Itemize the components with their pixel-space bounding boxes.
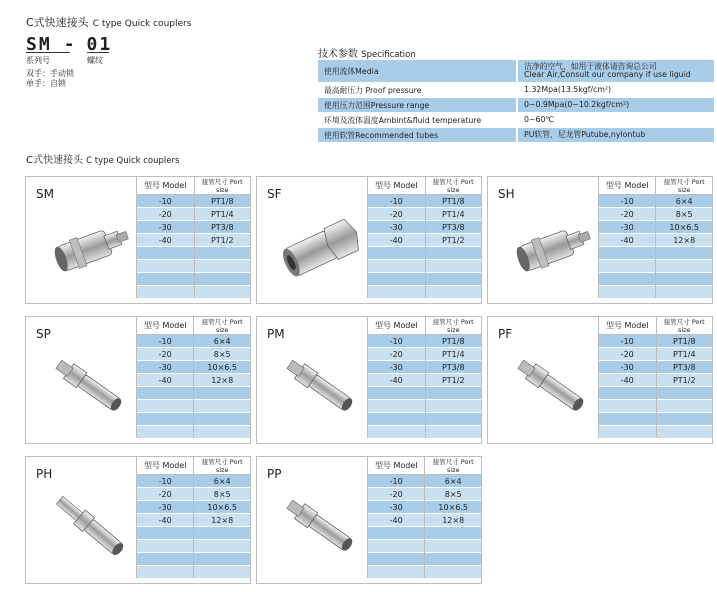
spec-row-tubes (318, 128, 714, 143)
cell-model: -40 (368, 514, 425, 527)
header-port-size: 接管尺寸 Port size (194, 457, 250, 475)
cell-model (368, 400, 426, 413)
table-row (137, 413, 251, 426)
cell-model (599, 260, 656, 273)
header-model: 型号 Model (368, 177, 426, 195)
cell-model (368, 527, 425, 540)
product-photo (271, 485, 375, 575)
table-row (368, 387, 482, 400)
cell-model (599, 247, 656, 260)
section-title (26, 151, 179, 166)
cell-port-size (194, 273, 250, 286)
cell-port-size (194, 413, 250, 426)
cell-model (137, 527, 194, 540)
product-table (367, 457, 481, 578)
table-row (137, 488, 251, 501)
code-suffix: 01 (86, 34, 113, 55)
product-card-pp (256, 456, 482, 584)
spec-title-en: Specification (361, 50, 416, 60)
cell-port-size (425, 260, 481, 273)
cell-port-size (656, 247, 712, 260)
table-row (368, 273, 482, 286)
code-underline-prefix (26, 52, 70, 53)
cell-port-size: PT1/4 (194, 208, 250, 221)
spec-key: 使用软管Recommended tubes (318, 128, 517, 143)
table-row (137, 387, 251, 400)
table-row (599, 348, 713, 361)
cell-model (137, 286, 195, 299)
spec-row-temperature (318, 113, 714, 128)
lock-notes (26, 69, 74, 89)
spec-value: 0~0.9Mpa(0~10.2kgf/cm²) (517, 98, 714, 113)
product-name: PF (498, 327, 513, 341)
product-photo (502, 205, 606, 295)
cell-model: -30 (368, 221, 426, 234)
title-en: C type Quick couplers (92, 19, 192, 29)
cell-model: -40 (137, 514, 194, 527)
table-row (137, 553, 251, 566)
product-card-sp (25, 316, 251, 444)
table-row (368, 208, 482, 221)
table-row (599, 234, 713, 247)
cell-port-size: 10×6.5 (194, 361, 250, 374)
product-photo (271, 345, 375, 435)
table-row (599, 335, 713, 348)
cell-port-size: PT1/4 (656, 348, 712, 361)
cell-model (599, 286, 656, 299)
header-port-size: 接管尺寸 Port size (194, 177, 250, 195)
table-row (368, 514, 482, 527)
product-table (136, 177, 250, 298)
header-port-size: 接管尺寸 Port size (656, 177, 712, 195)
cell-port-size (425, 527, 481, 540)
table-row (368, 566, 482, 579)
spec-row-media (318, 60, 714, 83)
cell-model (368, 260, 426, 273)
table-row (137, 374, 251, 387)
cell-port-size: 8×5 (656, 208, 712, 221)
table-row (599, 208, 713, 221)
page-title (26, 14, 191, 30)
table-row (368, 195, 482, 208)
table-row (137, 273, 251, 286)
cell-port-size (425, 273, 481, 286)
product-name: SM (36, 187, 54, 201)
cell-model: -30 (137, 501, 194, 514)
cell-model: -30 (137, 361, 194, 374)
header-model: 型号 Model (137, 177, 195, 195)
spec-value-line2: Clear Air,Consult our company if use liguid (524, 70, 691, 79)
cell-model: -40 (368, 374, 426, 387)
header-model: 型号 Model (368, 317, 426, 335)
cell-model: -30 (599, 221, 656, 234)
spec-row-pressure-range (318, 98, 714, 113)
cell-port-size (656, 413, 712, 426)
product-photo (502, 345, 606, 435)
table-row (137, 335, 251, 348)
product-table (136, 457, 250, 578)
table-row (137, 195, 251, 208)
cell-port-size (656, 400, 712, 413)
product-card-sh (487, 176, 713, 304)
product-name: PP (267, 467, 282, 481)
code-dash: - (63, 34, 75, 55)
cell-port-size (425, 566, 481, 579)
cell-model (599, 273, 656, 286)
cell-model: -40 (137, 234, 195, 247)
cell-port-size (425, 400, 481, 413)
spec-table (318, 60, 714, 143)
code-prefix-label: 系列号 (26, 56, 50, 65)
table-row (368, 286, 482, 299)
cell-port-size: 8×5 (194, 348, 250, 361)
product-photo (40, 485, 144, 575)
table-row (368, 413, 482, 426)
cell-port-size (425, 553, 481, 566)
table-row (599, 387, 713, 400)
cell-model: -20 (368, 488, 425, 501)
cell-port-size: 6×4 (194, 335, 250, 348)
cell-model (137, 400, 194, 413)
cell-port-size: 12×8 (194, 374, 250, 387)
cell-model: -10 (368, 195, 426, 208)
table-row (599, 260, 713, 273)
cell-model (137, 260, 195, 273)
product-name: PM (267, 327, 285, 341)
cell-model: -40 (599, 234, 656, 247)
cell-port-size (194, 540, 250, 553)
table-row (137, 247, 251, 260)
note-self-lock: 单手：自锁 (26, 79, 66, 88)
header-model: 型号 Model (137, 317, 194, 335)
cell-model: -30 (137, 221, 195, 234)
header-model: 型号 Model (599, 177, 656, 195)
code-suffix-label: 螺纹 (87, 56, 103, 65)
cell-port-size: 12×8 (656, 234, 712, 247)
spec-value (517, 60, 714, 83)
cell-model: -20 (599, 348, 657, 361)
table-row (137, 475, 251, 488)
product-card-sf (256, 176, 482, 304)
spec-row-proof-pressure (318, 83, 714, 98)
header-port-size: 接管尺寸 Port size (425, 177, 481, 195)
table-row (368, 426, 482, 439)
table-row (599, 286, 713, 299)
cell-port-size: PT3/8 (425, 361, 481, 374)
cell-model (137, 553, 194, 566)
cell-model: -10 (137, 195, 195, 208)
product-table (598, 177, 712, 298)
cell-port-size: PT1/8 (194, 195, 250, 208)
cell-port-size (194, 260, 250, 273)
table-row (137, 527, 251, 540)
cell-port-size (194, 553, 250, 566)
table-row (137, 234, 251, 247)
cell-model: -10 (137, 335, 194, 348)
cell-port-size: 10×6.5 (656, 221, 712, 234)
spec-key: 使用流体Media (318, 60, 517, 83)
table-row (137, 426, 251, 439)
cell-port-size: PT3/8 (656, 361, 712, 374)
cell-model (368, 387, 426, 400)
spec-key: 环境及流体温度Ambint&fluid temperature (318, 113, 517, 128)
cell-model: -20 (137, 488, 194, 501)
product-name: PH (36, 467, 53, 481)
table-row (137, 286, 251, 299)
table-row (137, 501, 251, 514)
cell-port-size (194, 566, 250, 579)
cell-model (137, 566, 194, 579)
spec-title (318, 45, 416, 60)
cell-model: -20 (368, 208, 426, 221)
cell-model (368, 540, 425, 553)
table-row (137, 221, 251, 234)
table-row (137, 540, 251, 553)
cell-port-size (656, 387, 712, 400)
cell-model (368, 553, 425, 566)
table-row (137, 260, 251, 273)
cell-port-size: 6×4 (194, 475, 250, 488)
cell-model: -20 (599, 208, 656, 221)
cell-port-size (194, 426, 250, 439)
cell-port-size: PT1/2 (194, 234, 250, 247)
cell-model (368, 273, 426, 286)
cell-port-size (656, 273, 712, 286)
cell-port-size: 8×5 (194, 488, 250, 501)
table-row (599, 413, 713, 426)
table-row (368, 501, 482, 514)
product-card-pm (256, 316, 482, 444)
cell-model (137, 426, 194, 439)
note-manual-lock: 双手：手动锁 (26, 69, 74, 78)
product-table (136, 317, 250, 438)
cell-port-size: 10×6.5 (194, 501, 250, 514)
cell-port-size (425, 286, 481, 299)
table-row (368, 260, 482, 273)
spec-value: 0~60℃ (517, 113, 714, 128)
table-row (368, 348, 482, 361)
product-name: SH (498, 187, 515, 201)
table-row (368, 361, 482, 374)
cell-port-size (194, 400, 250, 413)
header-model: 型号 Model (599, 317, 657, 335)
cell-port-size (425, 387, 481, 400)
table-row (368, 247, 482, 260)
table-row (137, 566, 251, 579)
cell-port-size: PT1/8 (425, 195, 481, 208)
spec-key: 使用压力范围Pressure range (318, 98, 517, 113)
table-row (599, 361, 713, 374)
table-row (599, 273, 713, 286)
cell-model: -40 (368, 234, 426, 247)
cell-model: -10 (368, 335, 426, 348)
header-port-size: 接管尺寸 Port size (656, 317, 712, 335)
product-name: SP (36, 327, 51, 341)
table-row (368, 400, 482, 413)
cell-model (137, 413, 194, 426)
cell-port-size: 6×4 (656, 195, 712, 208)
cell-model: -30 (368, 361, 426, 374)
cell-port-size (656, 426, 712, 439)
cell-model: -10 (368, 475, 425, 488)
cell-port-size: 12×8 (425, 514, 481, 527)
product-card-sm (25, 176, 251, 304)
product-photo (40, 205, 144, 295)
cell-port-size (425, 413, 481, 426)
cell-model: -10 (599, 335, 657, 348)
header-port-size: 接管尺寸 Port size (425, 457, 481, 475)
cell-port-size (656, 260, 712, 273)
cell-model: -40 (599, 374, 657, 387)
header-model: 型号 Model (368, 457, 425, 475)
cell-port-size: PT1/4 (425, 348, 481, 361)
table-row (599, 400, 713, 413)
table-row (368, 335, 482, 348)
cell-port-size (194, 387, 250, 400)
product-photo (40, 345, 144, 435)
cell-model (137, 273, 195, 286)
table-row (137, 208, 251, 221)
table-row (599, 247, 713, 260)
cell-model: -20 (368, 348, 426, 361)
product-card-pf (487, 316, 713, 444)
table-row (599, 195, 713, 208)
table-row (368, 374, 482, 387)
table-row (599, 426, 713, 439)
product-table (598, 317, 712, 438)
table-row (368, 488, 482, 501)
cell-model (368, 413, 426, 426)
cell-model (599, 426, 657, 439)
table-row (368, 221, 482, 234)
table-row (368, 527, 482, 540)
cell-port-size: PT3/8 (425, 221, 481, 234)
cell-model (368, 426, 426, 439)
cell-model: -40 (137, 374, 194, 387)
cell-port-size: PT1/2 (425, 374, 481, 387)
spec-key: 最高耐压力 Proof pressure (318, 83, 517, 98)
cell-port-size: PT1/8 (425, 335, 481, 348)
cell-port-size (425, 540, 481, 553)
cell-model (137, 247, 195, 260)
product-photo (271, 205, 375, 295)
table-row (368, 234, 482, 247)
section-title-cn: C式快速接头 (26, 155, 83, 166)
cell-model: -30 (599, 361, 657, 374)
cell-model: -10 (599, 195, 656, 208)
cell-model (599, 387, 657, 400)
cell-port-size (425, 426, 481, 439)
table-row (368, 540, 482, 553)
cell-port-size: 6×4 (425, 475, 481, 488)
product-table (367, 317, 481, 438)
table-row (137, 348, 251, 361)
cell-port-size (425, 247, 481, 260)
cell-model: -20 (137, 348, 194, 361)
cell-port-size (194, 527, 250, 540)
header-port-size: 接管尺寸 Port size (425, 317, 481, 335)
cell-model (368, 566, 425, 579)
cell-port-size (656, 286, 712, 299)
header-model: 型号 Model (137, 457, 194, 475)
cell-port-size: PT1/2 (656, 374, 712, 387)
header-port-size: 接管尺寸 Port size (194, 317, 250, 335)
cell-port-size: PT1/4 (425, 208, 481, 221)
cell-port-size: 8×5 (425, 488, 481, 501)
spec-value: 1.32Mpa(13.5kgf/cm²) (517, 83, 714, 98)
title-cn: C式快速接头 (26, 16, 89, 29)
cell-model: -20 (137, 208, 195, 221)
cell-model: -10 (137, 475, 194, 488)
cell-model (599, 400, 657, 413)
cell-model (368, 286, 426, 299)
section-title-en: C type Quick couplers (86, 156, 180, 166)
spec-title-cn: 技术参数 (318, 49, 358, 60)
table-row (137, 361, 251, 374)
table-row (368, 553, 482, 566)
table-row (368, 475, 482, 488)
spec-value-line1: 洁净的空气，如用于液体请咨询总公司 (524, 62, 657, 71)
cell-port-size (194, 247, 250, 260)
table-row (137, 514, 251, 527)
code-underline-suffix (87, 52, 109, 53)
cell-model (137, 387, 194, 400)
table-row (599, 374, 713, 387)
cell-model (368, 247, 426, 260)
cell-model (137, 540, 194, 553)
spec-value: PU软管，尼龙管Putube,nylontub (517, 128, 714, 143)
cell-port-size: PT1/8 (656, 335, 712, 348)
product-table (367, 177, 481, 298)
table-row (137, 400, 251, 413)
cell-model: -30 (368, 501, 425, 514)
code-prefix: SM (26, 34, 52, 55)
product-name: SF (267, 187, 282, 201)
cell-model (599, 413, 657, 426)
table-row (599, 221, 713, 234)
cell-port-size: 12×8 (194, 514, 250, 527)
cell-port-size: 10×6.5 (425, 501, 481, 514)
cell-port-size: PT1/2 (425, 234, 481, 247)
product-card-ph (25, 456, 251, 584)
cell-port-size: PT3/8 (194, 221, 250, 234)
cell-port-size (194, 286, 250, 299)
